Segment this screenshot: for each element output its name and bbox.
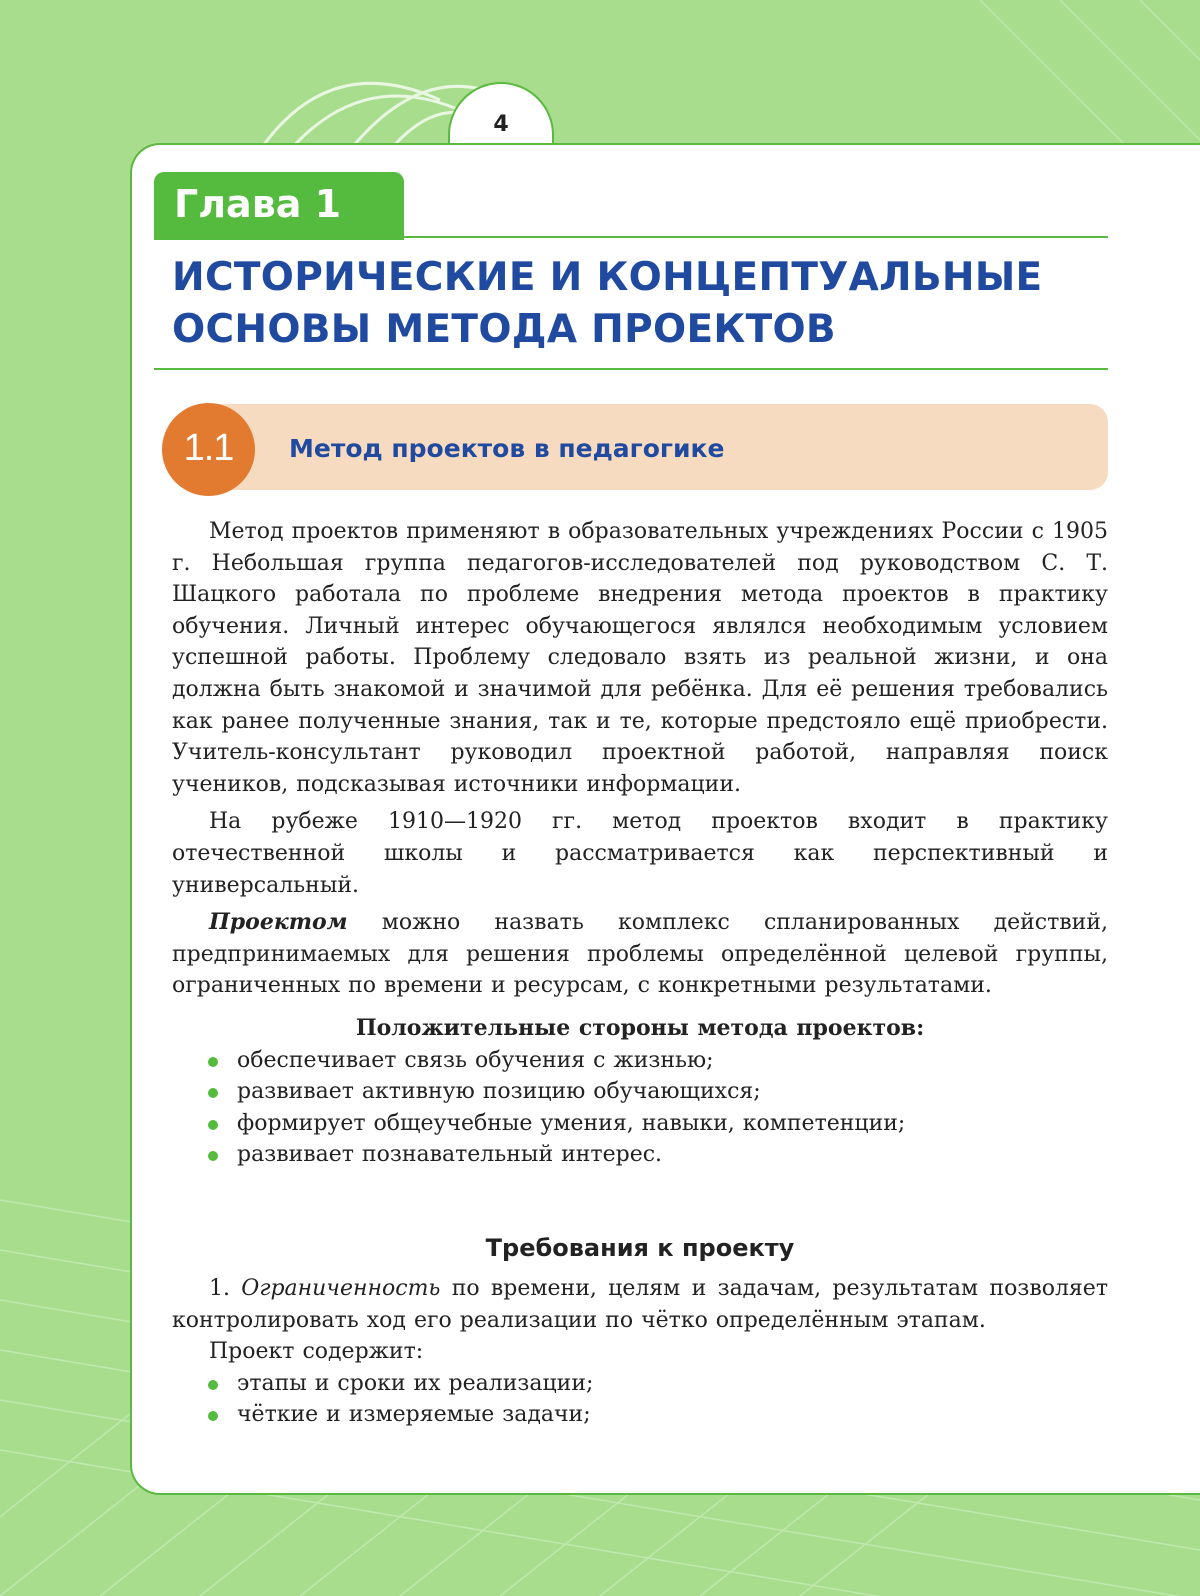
section-title: Метод проектов в педагогике <box>289 434 725 463</box>
list-item: формирует общеучебные умения, навыки, компетенции; <box>172 1108 1108 1140</box>
requirements-heading: Требования к проекту <box>485 1234 795 1262</box>
requirement-1-term: Ограниченность <box>241 1276 441 1301</box>
chapter-title-line-2: ОСНОВЫ МЕТОДА ПРОЕКТОВ <box>172 307 836 352</box>
requirement-1-text: по времени, целям и задачам, результатам позволяет контролировать ход его реализации по чётко определённым этапам. <box>172 1276 1108 1333</box>
definition-term: Проектом <box>209 909 348 936</box>
chapter-rule-bottom <box>154 368 1108 370</box>
chapter-rule-top <box>154 236 1108 238</box>
requirement-1 <box>172 1273 1108 1336</box>
chapter-title <box>172 252 1102 356</box>
chapter-label: Глава 1 <box>174 182 342 226</box>
bullet-dot-icon <box>208 1088 218 1098</box>
bullet-dot-icon <box>208 1151 218 1161</box>
paragraph-definition <box>172 907 1108 1002</box>
list-item: чёткие и измеряемые задачи; <box>172 1399 1108 1431</box>
section-number: 1.1 <box>183 427 234 469</box>
chapter-title-line-1: ИСТОРИЧЕСКИЕ И КОНЦЕПТУАЛЬНЫЕ <box>172 255 1043 300</box>
bullet-dot-icon <box>208 1057 218 1067</box>
list-item: развивает активную позицию обучающихся; <box>172 1076 1108 1108</box>
requirements-block <box>172 1273 1108 1431</box>
project-contains-label: Проект содержит: <box>209 1339 424 1365</box>
section-number-badge <box>162 403 255 496</box>
paragraph-1910s: На рубеже 1910—1920 гг. метод проектов входит в практику отечественной школы и рассматривается как перспективный и универсальный. <box>172 809 1108 898</box>
paragraph-history: Метод проектов применяют в образовательных учреждениях России с 1905 г. Небольшая группа педагогов-исследователей под руководством С. Т. Шацкого работала по проблеме внедрения метода проектов в практику обучения. Личный интерес обучающегося являлся необходимым условием успешной работы. Проблему следовало взять из реальной жизни, и она должна быть знакомой и значимой для ребёнка. Для её решения требовались как ранее полученные знания, так и те, которые предстояло ещё приобрести. Учитель-консультант руководил проектной работой, направляя поиск учеников, подсказывая источники информации. <box>172 519 1108 797</box>
page-number: 4 <box>493 112 509 137</box>
bullet-dot-icon <box>208 1411 218 1421</box>
definition-text: можно назвать комплекс спланированных действий, предпринимаемых для решения проблемы определённой целевой группы, ограниченных по времени и ресурсам, с конкретными результатами. <box>172 910 1108 999</box>
positives-list <box>172 1045 1108 1171</box>
positives-heading: Положительные стороны метода проектов: <box>355 1014 925 1041</box>
project-contains-list <box>172 1368 1108 1431</box>
body-text-block <box>172 516 1108 1171</box>
list-item: этапы и сроки их реализации; <box>172 1368 1108 1400</box>
chapter-label-box <box>154 172 404 240</box>
list-item: развивает познавательный интерес. <box>172 1139 1108 1171</box>
bullet-dot-icon <box>208 1380 218 1390</box>
bullet-dot-icon <box>208 1120 218 1130</box>
requirement-1-number: 1. <box>209 1276 242 1301</box>
list-item: обеспечивает связь обучения с жизнью; <box>172 1045 1108 1077</box>
